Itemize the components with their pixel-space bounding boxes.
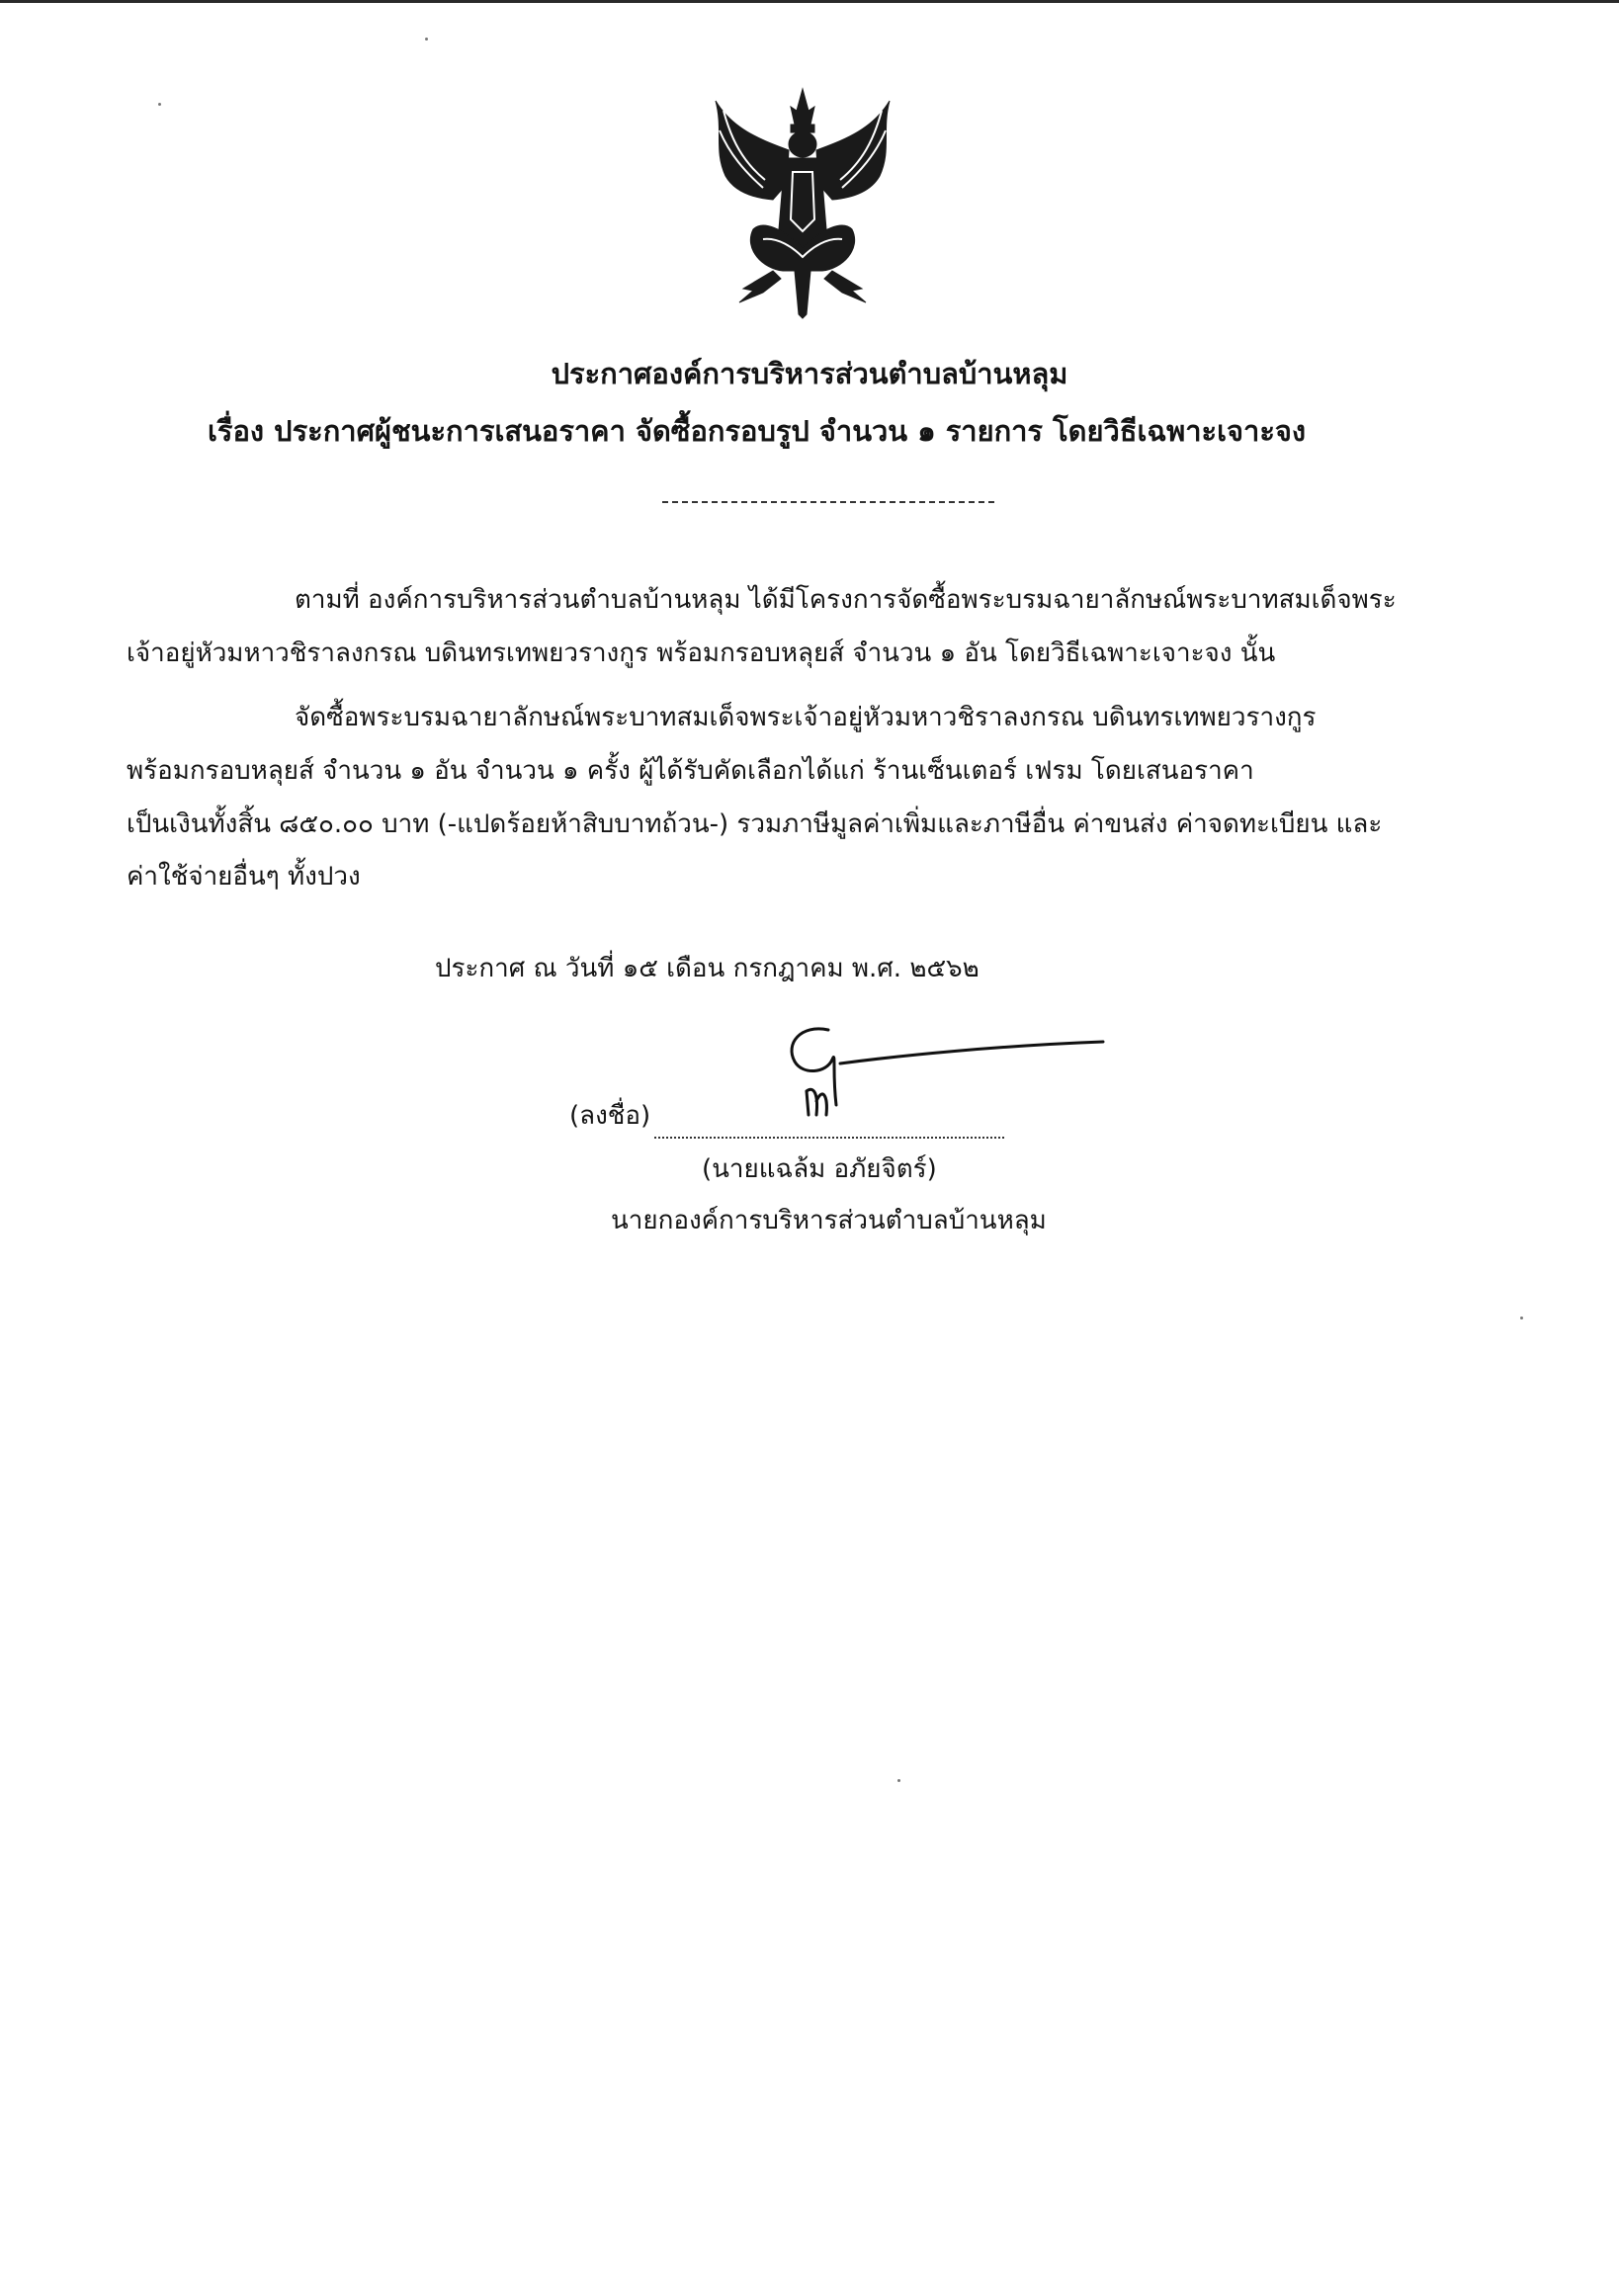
sign-label: (ลงชื่อ) <box>569 1101 651 1131</box>
scan-speck <box>425 38 428 41</box>
title-separator <box>662 501 994 503</box>
paragraph-1-line-1: ตามที่ องค์การบริหารส่วนตำบลบ้านหลุม ได้มีโครงการจัดซื้อพระบรมฉายาลักษณ์พระบาทสมเด็จพระ <box>295 585 1397 615</box>
announcement-subject: เรื่อง ประกาศผู้ชนะการเสนอราคา จัดซื้อกรอบรูป จำนวน ๑ รายการ โดยวิธีเฉพาะเจาะจง <box>208 414 1307 448</box>
scan-speck <box>1520 1317 1523 1319</box>
signer-position: นายกองค์การบริหารส่วนตำบลบ้านหลุม <box>611 1206 1047 1235</box>
paragraph-2-line-4: ค่าใช้จ่ายอื่นๆ ทั้งปวง <box>127 862 361 892</box>
paragraph-2-line-1: จัดซื้อพระบรมฉายาลักษณ์พระบาทสมเด็จพระเจ้าอยู่หัวมหาวชิราลงกรณ บดินทรเทพยวรางกูร <box>295 703 1317 732</box>
paragraph-2-line-3: เป็นเงินทั้งสิ้น ๘๕๐.๐๐ บาท (-แปดร้อยห้าสิบบาทถ้วน-) รวมภาษีมูลค่าเพิ่มและภาษีอื่น ค่าขนส่ง ค่าจดทะเบียน และ <box>127 809 1383 839</box>
garuda-emblem-icon <box>704 81 901 320</box>
announcement-title: ประกาศองค์การบริหารส่วนตำบลบ้านหลุม <box>551 357 1068 390</box>
signature-line <box>569 1093 1004 1139</box>
signer-name: (นายแฉล้ม อภัยจิตร์) <box>702 1154 937 1184</box>
signature-dotted-line <box>654 1107 1004 1139</box>
paragraph-1-line-2: เจ้าอยู่หัวมหาวชิราลงกรณ บดินทรเทพยวรางกูร พร้อมกรอบหลุยส์ จำนวน ๑ อัน โดยวิธีเฉพาะเจาะจง นั้น <box>127 638 1276 668</box>
announcement-date: ประกาศ ณ วันที่ ๑๕ เดือน กรกฎาคม พ.ศ. ๒๕๖๒ <box>435 954 980 983</box>
paragraph-2-line-2: พร้อมกรอบหลุยส์ จำนวน ๑ อัน จำนวน ๑ ครั้ง ผู้ได้รับคัดเลือกได้แก่ ร้านเซ็นเตอร์ เฟรม โดยเสนอราคา <box>127 756 1254 786</box>
top-scan-border <box>0 0 1619 3</box>
scan-speck <box>897 1779 900 1782</box>
scan-speck <box>158 103 161 106</box>
